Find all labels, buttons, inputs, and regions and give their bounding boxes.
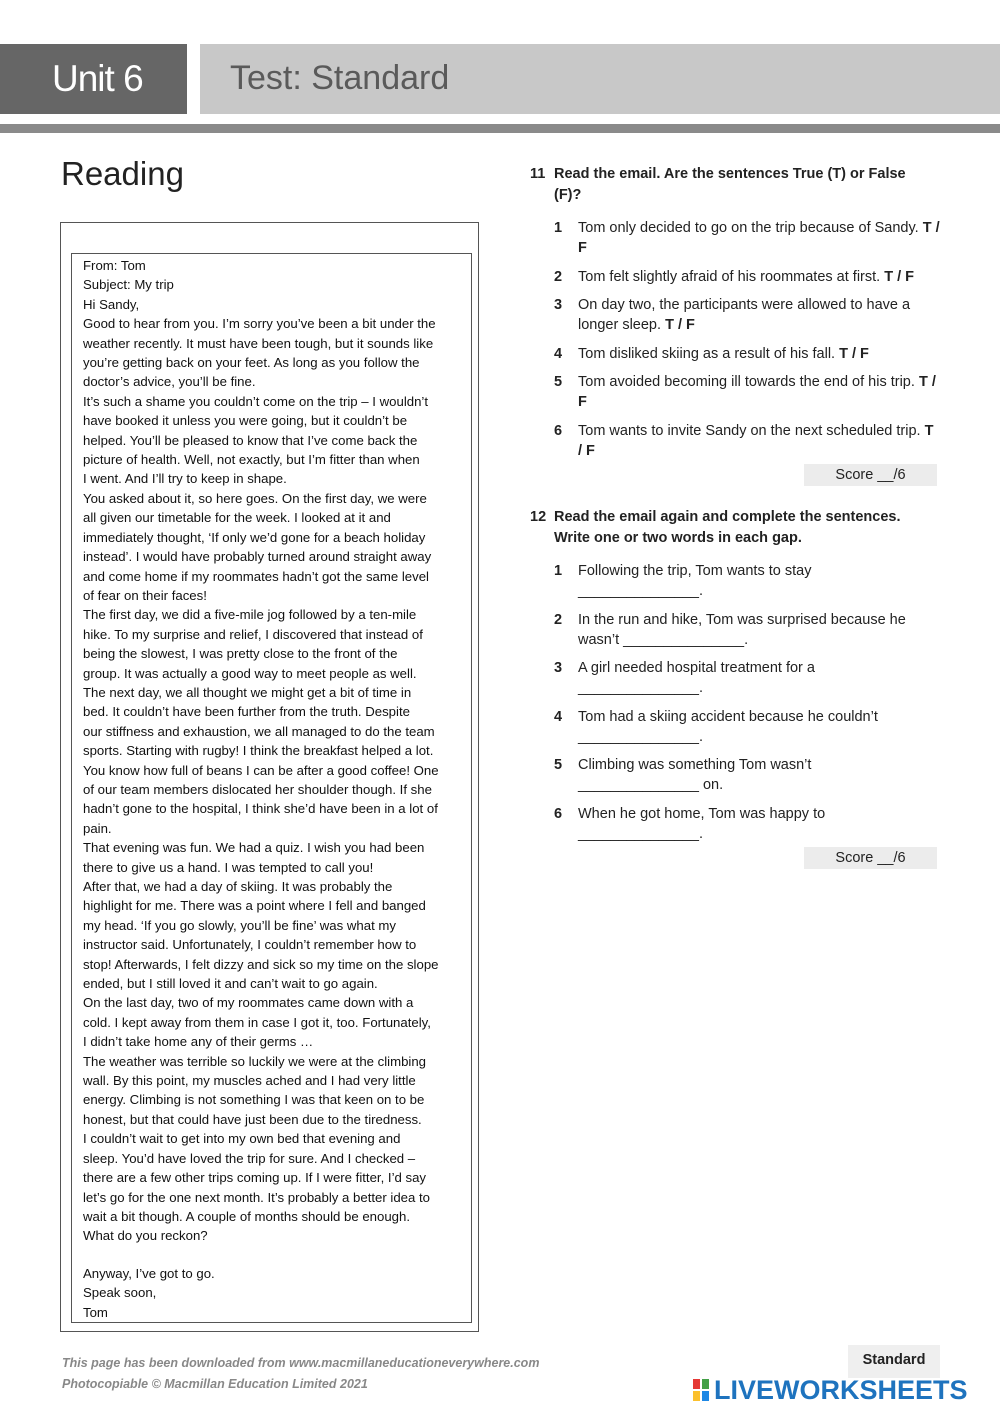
email-line: immediately thought, ‘If only we’d gone for a beach holiday xyxy=(83,529,426,545)
logo-square xyxy=(692,1390,701,1402)
gap-items xyxy=(530,561,940,844)
tf-item xyxy=(530,295,940,335)
gap-item xyxy=(530,658,940,698)
email-body xyxy=(71,253,472,1323)
liveworksheets-logo xyxy=(692,1374,968,1406)
email-line: group. It was actually a good way to meet people as well. xyxy=(83,665,417,681)
item-text: When he got home, Tom was happy to _______________. xyxy=(578,805,826,842)
email-line: all given our timetable for the week. I looked at it and xyxy=(83,510,391,526)
email-line: stop! Afterwards, I felt dizzy and sick so my time on the slope xyxy=(83,956,439,972)
item-number: 4 xyxy=(554,708,563,725)
item-text: Tom wants to invite Sandy on the next scheduled trip. T / F xyxy=(578,422,934,459)
tf-item xyxy=(530,344,940,364)
item-number: 6 xyxy=(554,805,563,822)
tf-item xyxy=(530,421,940,461)
question-11 xyxy=(530,164,940,469)
true-false-choice[interactable]: T / F xyxy=(578,422,934,459)
level-badge: Standard xyxy=(848,1345,940,1378)
logo-square xyxy=(692,1378,701,1390)
logo-square xyxy=(701,1390,710,1402)
email-line: being the slowest, I was pretty close to the front of the xyxy=(83,646,398,662)
email-line: have booked it unless you were going, but it couldn’t be xyxy=(83,413,408,429)
answer-gap[interactable]: _______________ on. xyxy=(578,777,724,793)
item-text: Following the trip, Tom wants to stay _______________. xyxy=(578,563,812,599)
gap-item xyxy=(530,755,940,795)
email-line: my head. ‘If you go slowly, you’ll be fine’ was what my xyxy=(83,917,396,933)
email-line: of our team members dislocated her shoulder though. If she xyxy=(83,781,432,797)
email-line: I went. And I’ll try to keep in shape. xyxy=(83,471,287,487)
item-text: Tom avoided becoming ill towards the end of his trip. T / F xyxy=(578,374,936,410)
answer-gap[interactable]: _______________. xyxy=(578,728,703,745)
item-text: In the run and hike, Tom was surprised because he wasn’t _______________. xyxy=(578,611,906,648)
answer-gap[interactable]: _______________. xyxy=(578,680,703,696)
footer-download-note: This page has been downloaded from www.macmillaneducationeverywhere.com xyxy=(62,1356,540,1370)
question-instruction: Read the email. Are the sentences True (T) or False (F)? xyxy=(554,166,906,203)
true-false-choice[interactable]: T / F xyxy=(578,220,940,256)
answer-gap[interactable]: _______________. xyxy=(578,825,703,842)
true-false-choice[interactable]: T / F xyxy=(884,268,915,285)
item-number: 5 xyxy=(554,757,563,773)
tf-item xyxy=(530,267,940,287)
item-number: 6 xyxy=(554,422,563,439)
email-line: doctor’s advice, you’ll be fine. xyxy=(83,374,256,390)
question-instruction: Read the email again and complete the sentences. Write one or two words in each gap. xyxy=(554,509,901,546)
email-signoff-line: Anyway, I’ve got to go. xyxy=(83,1265,215,1281)
item-number: 1 xyxy=(554,220,563,236)
test-title: Test: Standard xyxy=(200,44,1000,114)
item-text: Tom only decided to go on the trip because of Sandy. T / F xyxy=(578,220,940,256)
item-text: On day two, the participants were allowed to have a longer sleep. T / F xyxy=(578,297,911,333)
question-12 xyxy=(530,507,940,852)
email-line: let’s go for the one next month. It’s probably a better idea to xyxy=(83,1189,431,1205)
email-line: I didn’t take home any of their germs … xyxy=(83,1034,314,1050)
gap-item xyxy=(530,610,940,650)
tf-items xyxy=(530,218,940,461)
email-line: Hi Sandy, xyxy=(83,296,140,312)
item-text: Tom had a skiing accident because he couldn’t _______________. xyxy=(578,708,878,745)
footer-copyright: Photocopiable © Macmillan Education Limited 2021 xyxy=(62,1377,368,1391)
item-text: Tom felt slightly afraid of his roommates at first. T / F xyxy=(578,268,915,285)
email-line: You asked about it, so here goes. On the first day, we were xyxy=(83,490,427,506)
item-text: Climbing was something Tom wasn’t _______________ on. xyxy=(578,757,812,793)
question-number: 11 xyxy=(530,166,546,182)
score-box-11: Score __/6 xyxy=(804,464,937,486)
email-line: you’re getting back on your feet. As long as you follow the xyxy=(83,355,420,371)
email-line: there are a few other trips coming up. If I were fitter, I’d say xyxy=(83,1170,427,1186)
email-line: weather recently. It must have been tough, but it sounds like xyxy=(83,335,434,351)
email-line: wall. By this point, my muscles ached and I had very little xyxy=(83,1073,416,1089)
email-line: Subject: My trip xyxy=(83,277,174,293)
email-line: sleep. You’d have loved the trip for sure. And I checked – xyxy=(83,1150,416,1166)
item-number: 3 xyxy=(554,297,563,313)
email-line: cold. I kept away from them in case I got it, too. Fortunately, xyxy=(83,1014,431,1030)
gap-item xyxy=(530,561,940,601)
email-line: That evening was fun. We had a quiz. I wish you had been xyxy=(83,840,425,856)
item-text: A girl needed hospital treatment for a _______________. xyxy=(578,660,815,696)
email-line: sports. Starting with rugby! I think the breakfast helped a lot. xyxy=(83,743,434,759)
email-line: highlight for me. There was a point where I fell and banged xyxy=(83,898,426,914)
liveworksheets-icon xyxy=(692,1378,710,1402)
answer-gap[interactable]: _______________. xyxy=(578,583,703,599)
logo-square xyxy=(701,1378,710,1390)
email-line: picture of health. Well, not exactly, but I’m fitter than when xyxy=(83,452,420,468)
email-line: From: Tom xyxy=(83,258,146,273)
item-number: 5 xyxy=(554,374,563,390)
brand-name: LIVEWORKSHEETS xyxy=(714,1374,968,1405)
email-line: instructor said. Unfortunately, I couldn’t remember how to xyxy=(83,937,417,953)
gap-item xyxy=(530,804,940,844)
email-line: hike. To my surprise and relief, I discovered that instead of xyxy=(83,626,423,642)
email-line: pain. xyxy=(83,820,112,836)
email-signoff-line: Tom xyxy=(83,1304,108,1320)
email-line: It’s such a shame you couldn’t come on the trip – I wouldn’t xyxy=(83,393,429,409)
email-line: our stiffness and exhaustion, we all managed to do the team xyxy=(83,723,435,739)
score-box-12: Score __/6 xyxy=(804,847,937,869)
tf-item xyxy=(530,372,940,412)
email-line: helped. You’ll be pleased to know that I’ve come back the xyxy=(83,432,418,448)
email-line: hadn’t gone to the hospital, I think she’d have been in a lot of xyxy=(83,801,438,817)
item-number: 4 xyxy=(554,345,563,362)
footer xyxy=(62,1353,539,1395)
true-false-choice[interactable]: T / F xyxy=(839,345,869,362)
email-line: The weather was terrible so luckily we were at the climbing xyxy=(83,1053,427,1069)
unit-label: Unit 6 xyxy=(0,44,187,114)
email-line: and come home if my roommates hadn’t got the same level xyxy=(83,568,429,584)
email-line: there to give us a hand. I was tempted to call you! xyxy=(83,859,374,875)
email-line: The next day, we all thought we might get a bit of time in xyxy=(83,684,412,700)
section-title: Reading xyxy=(61,155,184,192)
email-line: ended, but I still loved it and can’t wait to go again. xyxy=(83,976,378,992)
email-line: After that, we had a day of skiing. It was probably the xyxy=(83,879,393,894)
email-frame xyxy=(60,222,479,1332)
header-rule xyxy=(0,124,1000,133)
email-line: honest, but that could have just been due to the tiredness. xyxy=(83,1111,422,1127)
item-number: 2 xyxy=(554,268,563,285)
email-signoff-line: Speak soon, xyxy=(83,1285,157,1301)
email-line: of fear on their faces! xyxy=(83,587,207,603)
tf-item xyxy=(530,218,940,258)
item-number: 2 xyxy=(554,611,563,628)
email-line: The first day, we did a five-mile jog followed by a ten-mile xyxy=(83,607,417,623)
item-number: 3 xyxy=(554,660,563,676)
email-line: Good to hear from you. I’m sorry you’ve been a bit under the xyxy=(83,316,436,332)
question-number: 12 xyxy=(530,509,547,525)
gap-item xyxy=(530,707,940,747)
email-line: wait a bit though. A couple of months should be enough. xyxy=(83,1208,410,1224)
email-line: I couldn’t wait to get into my own bed that evening and xyxy=(83,1131,401,1147)
item-number: 1 xyxy=(554,563,563,579)
email-line: energy. Climbing is not something I was that keen on to be xyxy=(83,1092,425,1108)
item-text: Tom disliked skiing as a result of his fall. T / F xyxy=(578,345,869,362)
email-line: You know how full of beans I can be after a good coffee! One xyxy=(83,762,439,778)
email-line: bed. It couldn’t have been further from the truth. Despite xyxy=(83,704,410,720)
true-false-choice[interactable]: T / F xyxy=(578,374,936,410)
email-line: On the last day, two of my roommates came down with a xyxy=(83,995,414,1011)
email-line: What do you reckon? xyxy=(83,1228,208,1244)
email-spacer xyxy=(83,1246,463,1264)
true-false-choice[interactable]: T / F xyxy=(665,317,695,333)
email-line: instead’. I would have probably turned around straight away xyxy=(83,549,432,565)
answer-gap[interactable]: wasn’t _______________. xyxy=(578,631,749,648)
